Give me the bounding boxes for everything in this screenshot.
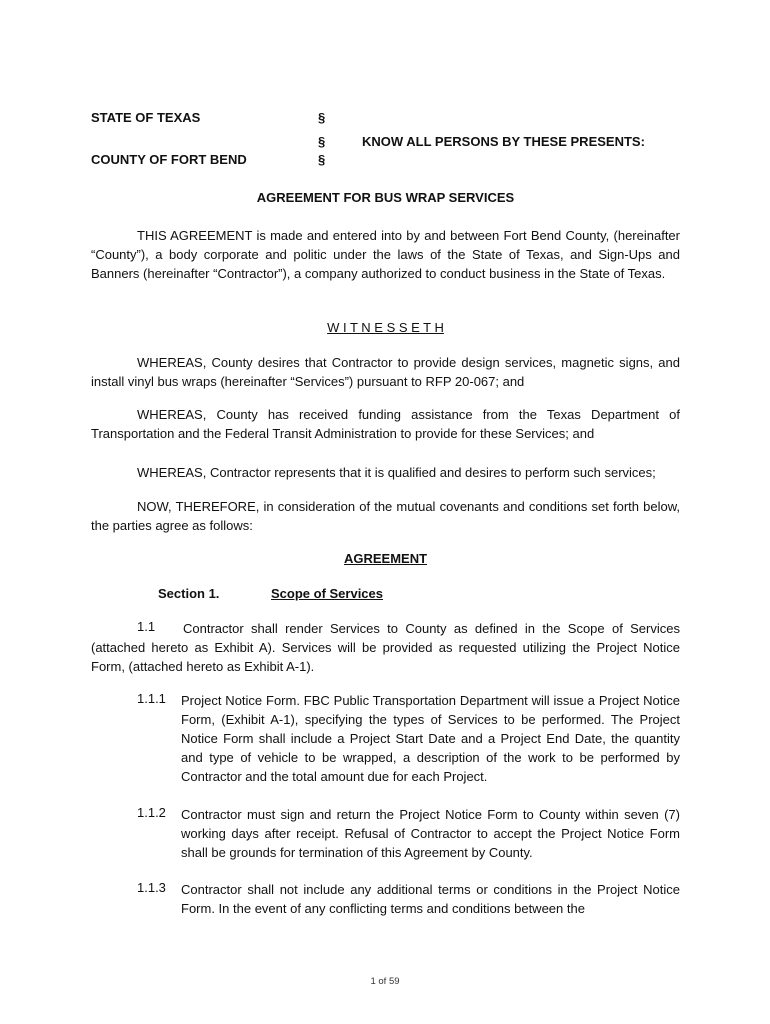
- section-title: Scope of Services: [271, 586, 383, 601]
- section-symbol: §: [318, 134, 326, 149]
- county-heading: COUNTY OF FORT BEND: [91, 152, 247, 167]
- page-number: 1 of 59: [370, 976, 400, 987]
- subclause-text: Contractor must sign and return the Project Notice Form to County within seven (7) working days after receipt. Refusal of Contractor to accept the Project Notice Form shall be grounds for termination of this Agreement by County.: [181, 807, 680, 860]
- section-symbol: §: [318, 110, 326, 125]
- whereas-clause: WHEREAS, County has received funding assistance from the Texas Department of Transportation and the Federal Transit Administration to provide for these Services; and: [91, 407, 680, 441]
- now-therefore-clause: NOW, THEREFORE, in consideration of the mutual covenants and conditions set forth below, the parties agree as follows:: [91, 499, 680, 533]
- agreement-heading: AGREEMENT: [343, 551, 428, 566]
- clause-number: 1.1: [137, 619, 156, 634]
- clause-1-1-text: Contractor shall render Services to County as defined in the Scope of Services (attached hereto as Exhibit A). Services will be provided as requested utilizing the Project Notice Form, (attached hereto as Exhibit A-1).: [91, 621, 680, 674]
- subclause-text: Project Notice Form. FBC Public Transportation Department will issue a Project Notice Form, (Exhibit A-1), specifying the types of Services to be performed. The Project Notice Form shall include a Project Start Date and a Project End Date, the quantity and type of vehicle to be wrapped, a description of the work to be performed by Contractor and the total amount due for each Project.: [181, 693, 680, 784]
- intro-paragraph: THIS AGREEMENT is made and entered into by and between Fort Bend County, (hereinafter “County”), a body corporate and politic under the laws of the State of Texas, and Sign-Ups and Banners (hereinafter “Contractor”), a company authorized to conduct business in the State of Texas.: [91, 228, 680, 281]
- document-title: AGREEMENT FOR BUS WRAP SERVICES: [256, 190, 515, 205]
- section-label: Section 1.: [158, 586, 220, 601]
- section-symbol: §: [318, 152, 326, 167]
- know-all-persons: KNOW ALL PERSONS BY THESE PRESENTS:: [362, 134, 645, 149]
- witnesseth-heading: W I T N E S S E T H: [327, 320, 444, 335]
- state-heading: STATE OF TEXAS: [91, 110, 201, 125]
- subclause-number: 1.1.3: [137, 880, 166, 895]
- subclause-number: 1.1.1: [137, 691, 166, 706]
- subclause-text: Contractor shall not include any additional terms or conditions in the Project Notice Form. In the event of any conflicting terms and conditions between the: [181, 882, 680, 916]
- subclause-number: 1.1.2: [137, 805, 166, 820]
- whereas-clause: WHEREAS, Contractor represents that it is qualified and desires to perform such services;: [137, 465, 656, 480]
- whereas-clause: WHEREAS, County desires that Contractor to provide design services, magnetic signs, and install vinyl bus wraps (hereinafter “Services”) pursuant to RFP 20-067; and: [91, 355, 680, 389]
